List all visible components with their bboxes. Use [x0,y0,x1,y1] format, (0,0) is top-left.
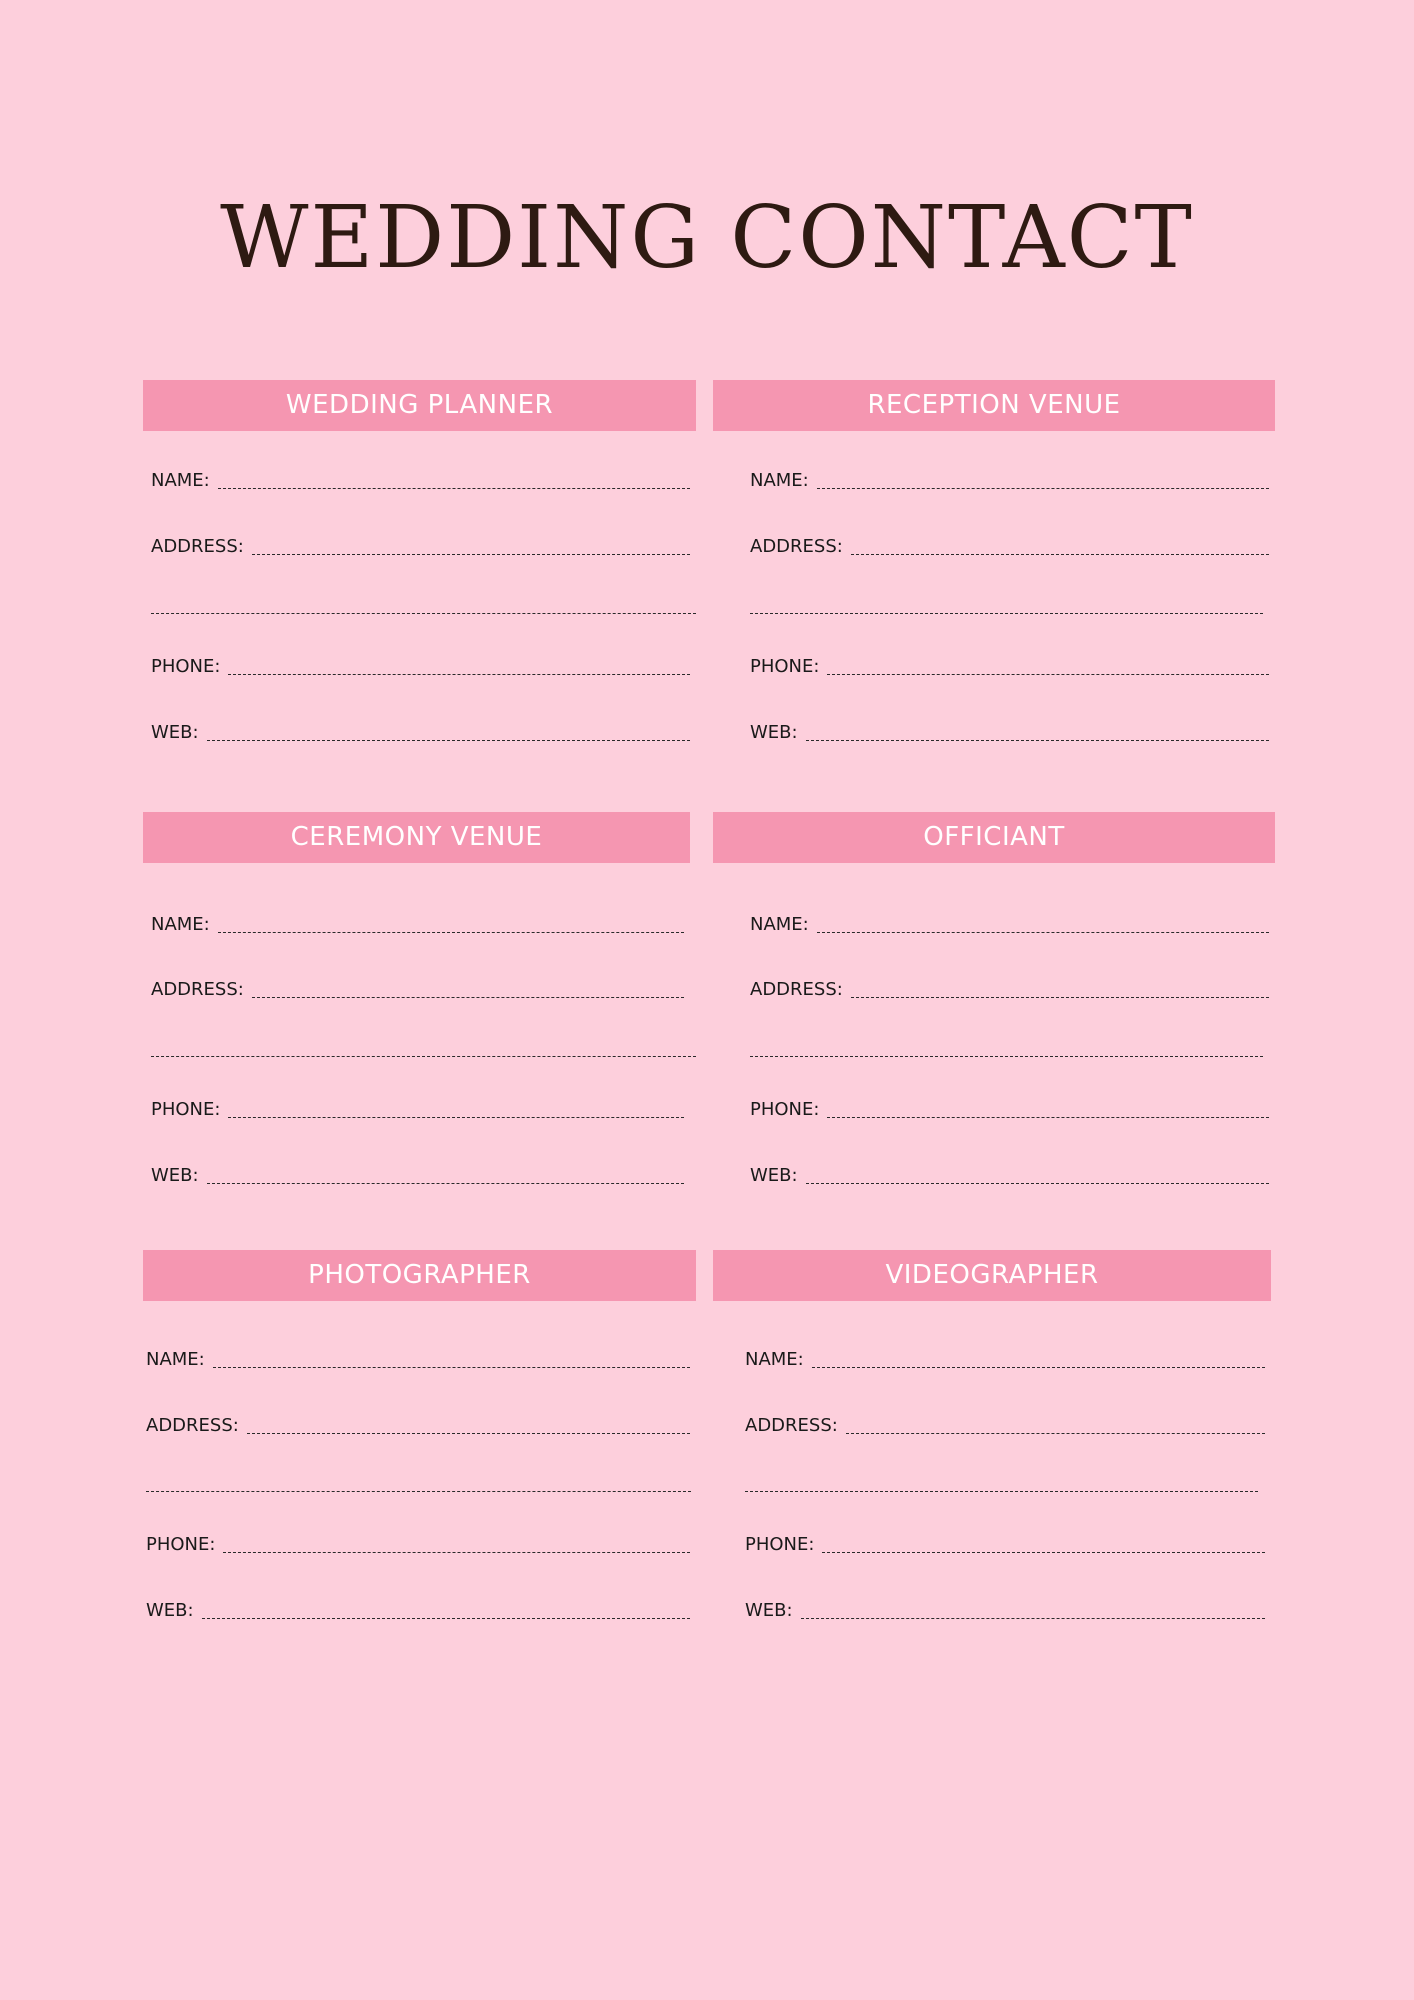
page-title: WEDDING CONTACT [220,188,1194,288]
address-line[interactable] [846,1433,1265,1434]
name-line[interactable] [817,488,1269,489]
name-field[interactable] [146,1343,690,1371]
address-line-2[interactable] [745,1491,1258,1492]
phone-line[interactable] [228,674,690,675]
name-field[interactable] [750,464,1269,492]
field-label: WEB: [745,1600,793,1621]
address-line-2[interactable] [750,1056,1263,1057]
section-header: CEREMONY VENUE [143,812,690,863]
section-header: WEDDING PLANNER [143,380,696,431]
phone-line[interactable] [827,1117,1269,1118]
web-field[interactable] [146,1594,690,1622]
phone-field[interactable] [151,1093,684,1121]
phone-line[interactable] [223,1552,690,1553]
address-field[interactable] [151,530,690,558]
section-wedding-planner [143,380,696,760]
address-line-2[interactable] [151,613,696,614]
address-line-2[interactable] [151,1056,696,1057]
address-line-2[interactable] [750,613,1263,614]
name-line[interactable] [213,1367,690,1368]
web-field[interactable] [745,1594,1265,1622]
field-label: WEB: [750,722,798,743]
section-ceremony-venue [143,812,690,1192]
web-field[interactable] [750,716,1269,744]
section-header: PHOTOGRAPHER [143,1250,696,1301]
address-field[interactable] [745,1409,1265,1437]
address-line[interactable] [851,554,1269,555]
field-label: PHONE: [151,1099,221,1120]
web-field[interactable] [750,1159,1269,1187]
field-label: ADDRESS: [146,1415,239,1436]
phone-field[interactable] [745,1528,1265,1556]
field-label: PHONE: [745,1534,815,1555]
name-line[interactable] [218,932,684,933]
field-label: ADDRESS: [745,1415,838,1436]
section-officiant [713,812,1275,1192]
field-label: NAME: [151,914,210,935]
web-line[interactable] [806,1183,1269,1184]
section-reception-venue [713,380,1275,760]
section-header: VIDEOGRAPHER [713,1250,1271,1301]
web-field[interactable] [151,716,690,744]
field-label: ADDRESS: [151,536,244,557]
address-field[interactable] [146,1409,690,1437]
field-label: NAME: [146,1349,205,1370]
address-line[interactable] [252,554,690,555]
field-label: WEB: [146,1600,194,1621]
section-header: RECEPTION VENUE [713,380,1275,431]
address-line-2[interactable] [146,1491,691,1492]
web-line[interactable] [801,1618,1265,1619]
phone-field[interactable] [146,1528,690,1556]
address-line[interactable] [247,1433,690,1434]
field-label: PHONE: [151,656,221,677]
field-label: PHONE: [146,1534,216,1555]
field-label: WEB: [750,1165,798,1186]
section-videographer [713,1250,1271,1630]
phone-line[interactable] [822,1552,1265,1553]
address-line[interactable] [851,997,1269,998]
phone-field[interactable] [151,650,690,678]
field-label: ADDRESS: [151,979,244,1000]
section-photographer [143,1250,696,1630]
field-label: WEB: [151,1165,199,1186]
name-line[interactable] [218,488,690,489]
name-line[interactable] [812,1367,1265,1368]
field-label: NAME: [151,470,210,491]
name-field[interactable] [151,908,684,936]
name-line[interactable] [817,932,1269,933]
web-line[interactable] [806,740,1269,741]
field-label: ADDRESS: [750,536,843,557]
address-field[interactable] [750,973,1269,1001]
web-line[interactable] [202,1618,690,1619]
phone-line[interactable] [827,674,1269,675]
phone-line[interactable] [228,1117,684,1118]
web-line[interactable] [207,740,690,741]
field-label: PHONE: [750,1099,820,1120]
name-field[interactable] [750,908,1269,936]
web-line[interactable] [207,1183,684,1184]
field-label: NAME: [750,470,809,491]
phone-field[interactable] [750,650,1269,678]
web-field[interactable] [151,1159,684,1187]
field-label: ADDRESS: [750,979,843,1000]
phone-field[interactable] [750,1093,1269,1121]
address-field[interactable] [750,530,1269,558]
section-header: OFFICIANT [713,812,1275,863]
field-label: NAME: [745,1349,804,1370]
field-label: WEB: [151,722,199,743]
address-field[interactable] [151,973,684,1001]
name-field[interactable] [745,1343,1265,1371]
name-field[interactable] [151,464,690,492]
address-line[interactable] [252,997,684,998]
field-label: PHONE: [750,656,820,677]
field-label: NAME: [750,914,809,935]
